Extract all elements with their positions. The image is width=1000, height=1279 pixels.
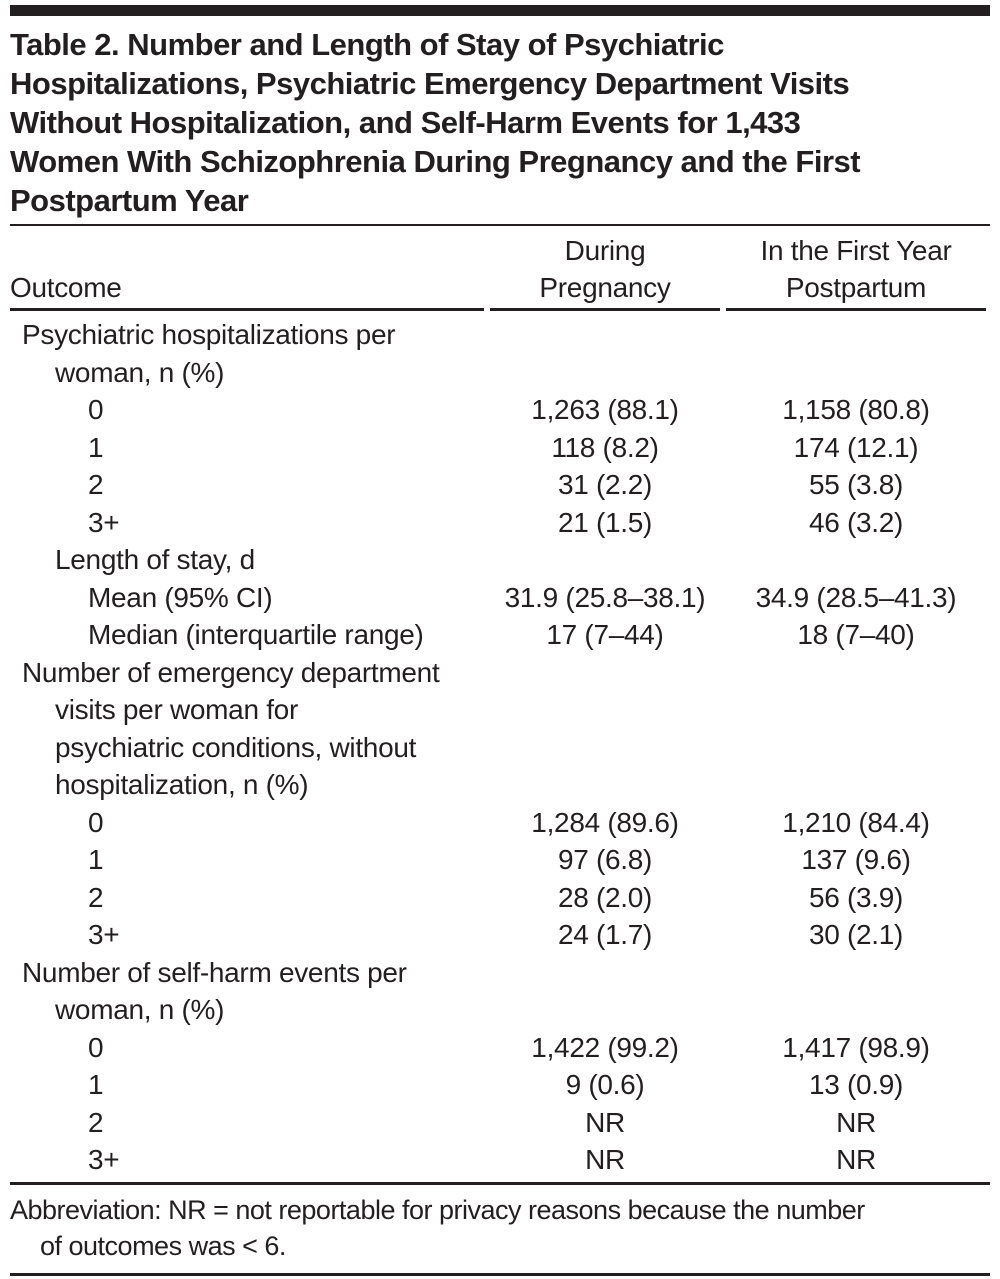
during-pregnancy-value: NR [585,1144,625,1175]
table-row [10,1066,990,1104]
during-pregnancy-value: 17 (7–44) [546,619,664,650]
outcome-label-line: visits per woman for [55,694,298,725]
outcome-cell [10,1066,484,1104]
outcome-label-line: psychiatric conditions, without [55,731,417,763]
during-pregnancy-value: 118 (8.2) [551,431,659,463]
outcome-label-line: 0 [88,1031,104,1063]
outcome-label-line: 1 [88,1069,104,1100]
outcome-label-line: Number of emergency department [22,656,440,688]
table-row [10,541,990,579]
column-header-during-pregnancy [490,232,720,306]
during-pregnancy-value: 21 (1.5) [557,506,653,538]
outcome-label-line: 2 [88,1106,104,1138]
postpartum-value: NR [836,1144,876,1175]
table-row [10,466,990,504]
table-row [10,579,990,617]
table-row [10,616,990,654]
postpartum-value: 34.9 (28.5–41.3) [755,581,957,613]
table-row [10,841,990,879]
outcome-cell [10,616,484,654]
table-row [10,316,990,391]
outcome-label-line: woman, n (%) [55,356,225,388]
table-row [10,1104,990,1142]
outcome-label-line: 0 [88,394,104,425]
header-rule-segment [10,308,484,311]
postpartum-value: 46 (3.2) [808,506,904,538]
table-title-line: Postpartum Year [10,183,249,218]
table-row [10,879,990,917]
outcome-cell [10,1141,484,1179]
column-header-line: In the First Year [760,235,952,266]
column-header-outcome: Outcome [10,272,122,303]
column-header-line: Pregnancy [539,272,671,303]
outcome-label-line: 2 [88,881,104,913]
footnote-line: Abbreviation: NR = not reportable for privacy reasons because the number [10,1194,865,1225]
during-pregnancy-value: 1,284 (89.6) [531,806,679,838]
outcome-label-line: 0 [88,806,104,838]
table-row [10,1029,990,1067]
outcome-label-line: hospitalization, n (%) [55,769,309,800]
column-header-line: During [564,235,646,266]
table-row [10,391,990,429]
outcome-label-line: Length of stay, d [55,544,255,575]
outcome-cell [10,579,484,617]
table-title-line: Table 2. Number and Length of Stay of Psychiatric [10,27,724,62]
postpartum-value: NR [836,1106,876,1138]
table-title-line: Hospitalizations, Psychiatric Emergency Department Visits [10,66,850,101]
outcome-label-line: 3+ [88,506,120,538]
during-pregnancy-value: 1,263 (88.1) [531,394,679,425]
outcome-label-line: 1 [88,844,104,875]
bottom-rule-bar [10,1273,990,1276]
table-footnote [10,1185,990,1273]
outcome-label-line: 3+ [88,1144,120,1175]
table-row [10,804,990,842]
table-title-line: Women With Schizophrenia During Pregnancy and the First [10,144,861,179]
during-pregnancy-value: 97 (6.8) [557,844,653,875]
outcome-cell [10,879,484,917]
outcome-cell [10,316,484,391]
footnote-line: of outcomes was < 6. [40,1230,286,1261]
table-row [10,954,990,1029]
outcome-cell [10,541,484,579]
postpartum-value: 1,210 (84.4) [782,806,930,838]
table-header-row [10,226,990,306]
outcome-label-line: Median (interquartile range) [88,619,424,650]
during-pregnancy-value: 31 (2.2) [557,469,653,500]
outcome-cell [10,466,484,504]
outcome-label-line: Number of self-harm events per [22,956,407,988]
outcome-cell [10,429,484,467]
table-row [10,1141,990,1179]
postpartum-value: 174 (12.1) [793,431,919,463]
during-pregnancy-value: 28 (2.0) [557,881,653,913]
during-pregnancy-value: 31.9 (25.8–38.1) [504,581,706,613]
outcome-label-line: 3+ [88,919,120,950]
table-body [10,311,990,1179]
table-row [10,429,990,467]
postpartum-value: 18 (7–40) [797,619,915,650]
outcome-label-line: Mean (95% CI) [88,581,273,613]
postpartum-value: 137 (9.6) [801,844,911,875]
outcome-cell [10,841,484,879]
outcome-cell [10,1029,484,1067]
outcome-cell [10,1104,484,1142]
during-pregnancy-value: NR [585,1106,625,1138]
outcome-label-line: woman, n (%) [55,994,225,1025]
postpartum-value: 30 (2.1) [808,919,904,950]
table-title [10,16,990,220]
outcome-label-line: 2 [88,469,104,500]
postpartum-value: 1,158 (80.8) [782,394,930,425]
postpartum-value: 1,417 (98.9) [782,1031,930,1063]
table-row [10,504,990,542]
during-pregnancy-value: 1,422 (99.2) [531,1031,679,1063]
header-rule-segment [490,308,720,311]
outcome-label-line: 1 [88,431,104,463]
column-header-postpartum [726,232,986,306]
outcome-cell [10,391,484,429]
outcome-cell [10,504,484,542]
outcome-cell [10,916,484,954]
header-rule-segment [726,308,986,311]
during-pregnancy-value: 9 (0.6) [565,1069,645,1100]
table-title-line: Without Hospitalization, and Self-Harm Events for 1,433 [10,105,801,140]
table-row [10,654,990,804]
postpartum-value: 56 (3.9) [808,881,904,913]
outcome-cell [10,654,484,804]
header-divider-rule [10,308,990,311]
postpartum-value: 13 (0.9) [808,1069,904,1100]
top-rule-bar [10,5,990,16]
outcome-label-line: Psychiatric hospitalizations per [22,319,396,350]
during-pregnancy-value: 24 (1.7) [557,919,653,950]
table-row [10,916,990,954]
postpartum-value: 55 (3.8) [808,469,904,500]
outcome-cell [10,804,484,842]
column-header-line: Postpartum [785,272,927,303]
outcome-cell [10,954,484,1029]
